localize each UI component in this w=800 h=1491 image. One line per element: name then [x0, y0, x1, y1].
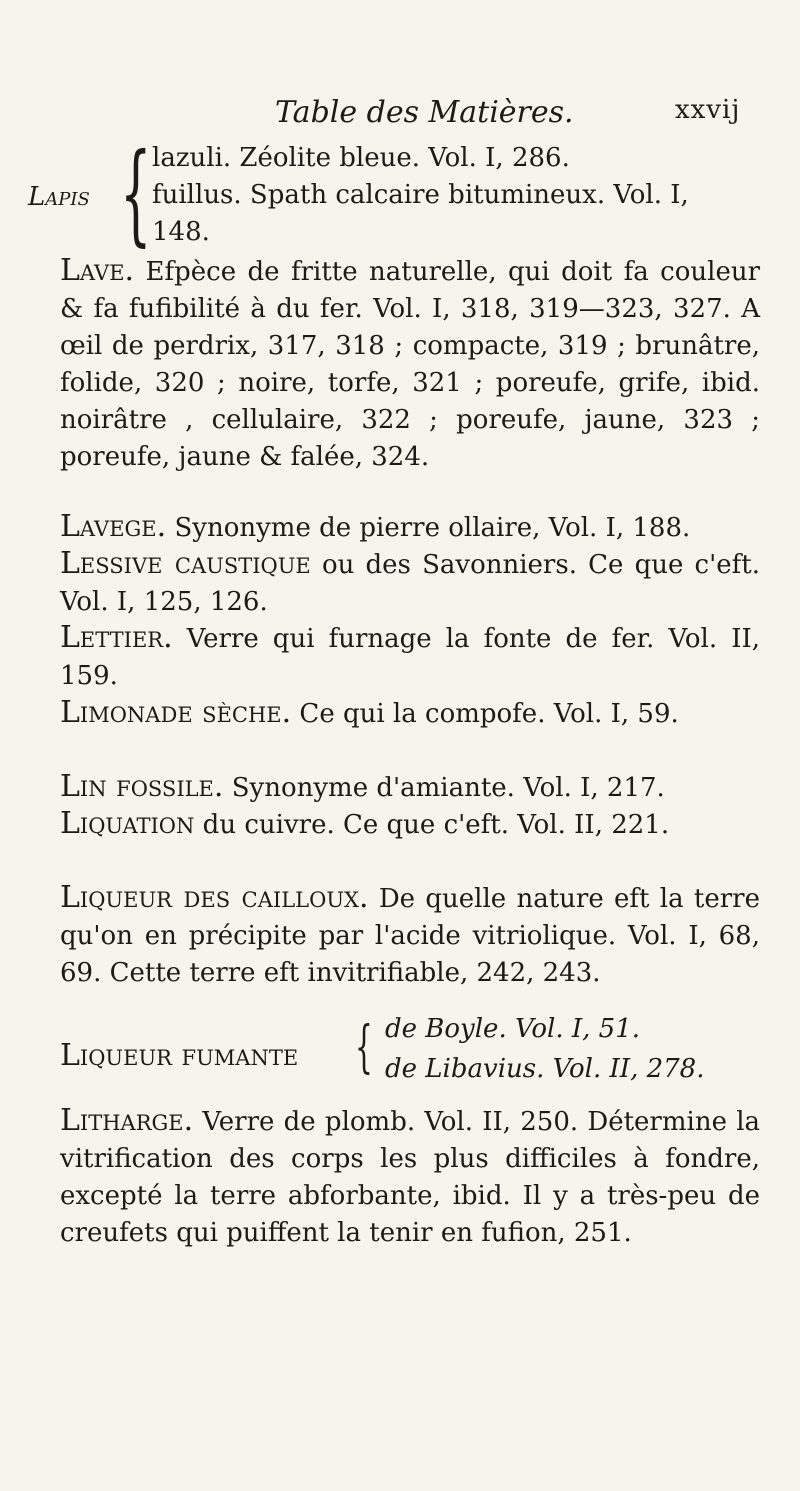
- lapis-key: Lapis: [28, 182, 90, 212]
- page-title: Table des Matières.: [275, 95, 574, 130]
- entry-liquation: [60, 805, 760, 844]
- entry-head: Lavege.: [60, 509, 167, 544]
- entry-text: De quelle nature eft la terre qu'on en précipite par l'acide vitriolique. Vol. I, 68, 69. Cette terre eft invitrifiable, 242, 243.: [60, 884, 760, 988]
- entry-text: Synonyme de pierre ollaire, Vol. I, 188.: [174, 513, 691, 543]
- liqueur-fumante-line-1: de Boyle. Vol. I, 51.: [385, 1014, 641, 1044]
- entry-lavege: [60, 508, 760, 547]
- entry-limonade: [60, 694, 760, 733]
- lapis-line-3: 148.: [152, 217, 210, 247]
- entry-text: ou des Savonniers. Ce que c'eft. Vol. I, 125, 126.: [60, 550, 760, 617]
- lapis-entry: [20, 129, 780, 257]
- entry-text: Efpèce de fritte naturelle, qui doit fa couleur & fa fufibilité à du fer. Vol. I, 318, 319—323, 327. A œil de perdrix, 317, 318 ; compacte, 319 ; brunâtre, folide, 320 ; noire, torfe, 321 ; poreufe, grife, ibid. noirâtre , cellulaire, 322 ; poreufe, jaune, 323 ; poreufe, jaune & falée, 324.: [60, 257, 760, 472]
- entry-lave: [60, 252, 760, 476]
- entry-head: Lessive caustique: [60, 546, 311, 581]
- lapis-line-2: fuillus. Spath calcaire bitumineux. Vol. I,: [152, 180, 689, 210]
- entry-head: Liqueur des cailloux.: [60, 880, 369, 915]
- liqueur-fumante-entry: [60, 1010, 780, 1100]
- entry-litharge: [60, 1102, 760, 1252]
- entry-head: Lin fossile.: [60, 769, 224, 804]
- page-number: xxvij: [675, 95, 741, 125]
- entry-head: Litharge.: [60, 1103, 194, 1138]
- entry-head: Lave.: [60, 253, 135, 288]
- entry-text: Verre qui furnage la fonte de fer. Vol. II, 159.: [60, 624, 761, 691]
- entry-lettier: [60, 619, 760, 695]
- liqueur-fumante-key: Liqueur fumante: [60, 1038, 299, 1073]
- entry-text: Ce qui la compofe. Vol. I, 59.: [299, 699, 679, 729]
- brace-icon: {: [120, 129, 152, 257]
- liqueur-fumante-line-2: de Libavius. Vol. II, 278.: [385, 1054, 705, 1084]
- lapis-line-1: lazuli. Zéolite bleue. Vol. I, 286.: [152, 143, 570, 173]
- entry-lessive: [60, 545, 760, 621]
- entry-text: du cuivre. Ce que c'eft. Vol. II, 221.: [202, 810, 670, 840]
- entry-head: Limonade sèche.: [60, 695, 292, 730]
- entry-head: Lettier.: [60, 620, 173, 655]
- brace-icon: {: [355, 1015, 373, 1080]
- entry-text: Verre de plomb. Vol. II, 250. Détermine la vitrification des corps les plus difficiles à fondre, excepté la terre abforbante, ibid. Il y a très-peu de creufets qui puiffent la tenir en fufion, 251.: [60, 1107, 761, 1248]
- entry-head: Liquation: [60, 806, 195, 841]
- entry-liqueur-cailloux: [60, 879, 760, 992]
- entry-lin-fossile: [60, 768, 760, 807]
- entry-text: Synonyme d'amiante. Vol. I, 217.: [231, 773, 665, 803]
